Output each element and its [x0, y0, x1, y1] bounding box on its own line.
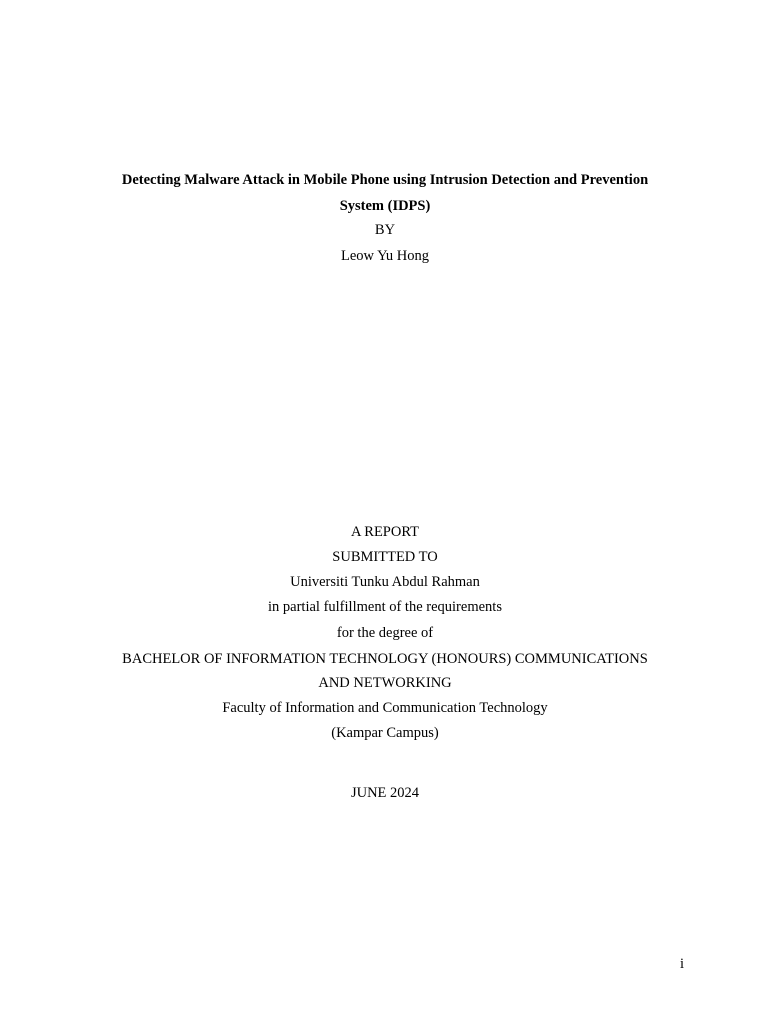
campus-name: (Kampar Campus) [331, 725, 439, 741]
report-label: A REPORT [350, 524, 420, 540]
degree-of-text: for the degree of [336, 625, 434, 641]
author-name: Leow Yu Hong [340, 248, 430, 264]
title-line-2: System (IDPS) [339, 198, 431, 214]
university-name: Universiti Tunku Abdul Rahman [290, 574, 480, 590]
title-line-1: Detecting Malware Attack in Mobile Phone using Intrusion Detection and Prevention [121, 172, 649, 188]
by-label: BY [374, 222, 396, 238]
page-number: i [679, 956, 684, 972]
faculty-name: Faculty of Information and Communication Technology [222, 700, 548, 716]
submitted-to: SUBMITTED TO [332, 549, 438, 565]
fulfillment-text: in partial fulfillment of the requirements [268, 599, 502, 615]
degree-name-line-2: AND NETWORKING [318, 675, 452, 691]
degree-name-line-1: BACHELOR OF INFORMATION TECHNOLOGY (HONOURS) COMMUNICATIONS [122, 651, 648, 667]
submission-date: JUNE 2024 [350, 785, 420, 801]
